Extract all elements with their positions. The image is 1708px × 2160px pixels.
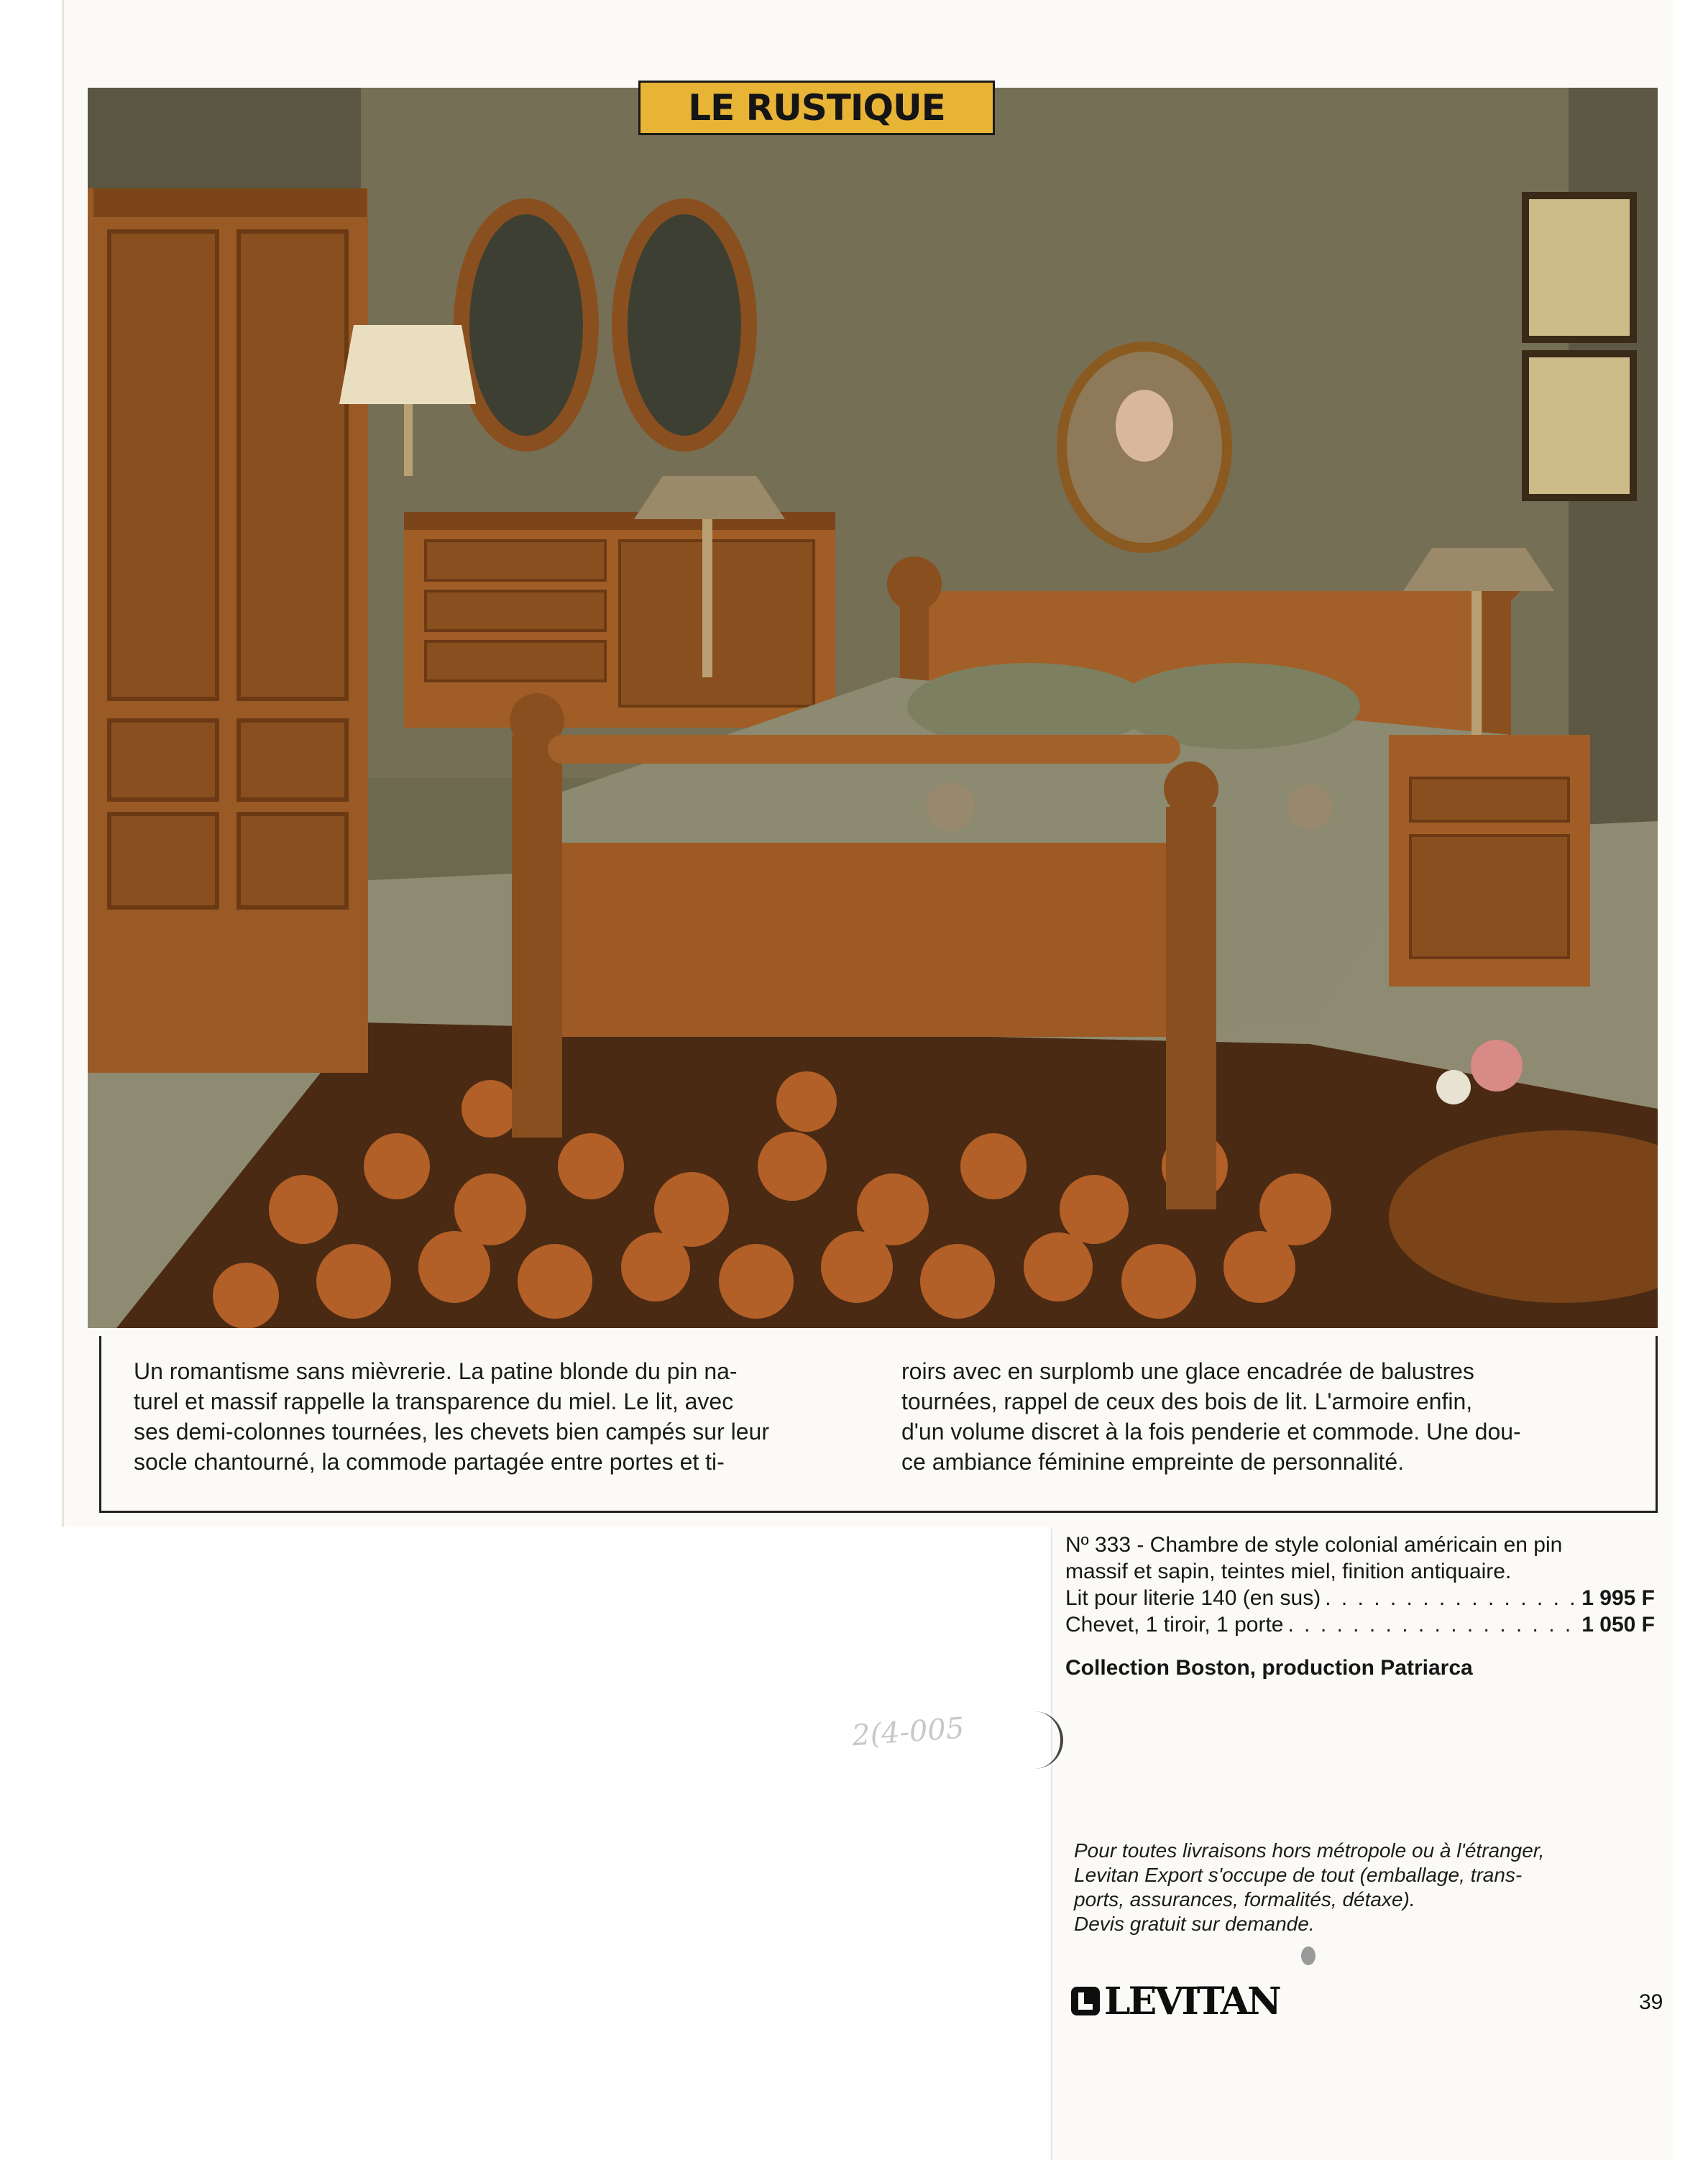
description-line: Un romantisme sans mièvrerie. La patine blonde du pin na- bbox=[134, 1358, 738, 1384]
dot-leader bbox=[1288, 1611, 1578, 1638]
price-row bbox=[1065, 1585, 1655, 1611]
item-label: Chevet, 1 tiroir, 1 porte bbox=[1065, 1613, 1284, 1637]
product-subtitle: massif et sapin, teintes miel, finition antiquaire. bbox=[1065, 1560, 1512, 1583]
collection-name: Collection Boston, production Patriarca bbox=[1065, 1656, 1473, 1680]
levitan-logo-icon bbox=[1071, 1987, 1100, 2015]
export-line: ports, assurances, formalités, détaxe). bbox=[1074, 1888, 1415, 1910]
description-box bbox=[99, 1336, 1658, 1513]
handwritten-note: 2(4-005 bbox=[850, 1711, 965, 1753]
price-row bbox=[1065, 1611, 1655, 1638]
product-details bbox=[1065, 1532, 1662, 1638]
description-line: ce ambiance féminine empreinte de personnalité. bbox=[901, 1449, 1405, 1475]
brand-name: LEVITAN bbox=[1104, 1979, 1280, 2023]
export-notice bbox=[1074, 1839, 1671, 1936]
brand-logo bbox=[1071, 1981, 1280, 2021]
item-label: Lit pour literie 140 (en sus) bbox=[1065, 1586, 1321, 1610]
description-right-column bbox=[901, 1356, 1638, 1477]
item-price: 1 050 F bbox=[1581, 1613, 1655, 1637]
bedroom-illustration bbox=[88, 88, 1658, 1328]
export-line: Pour toutes livraisons hors métropole ou à l'étranger, bbox=[1074, 1839, 1545, 1862]
dot-leader bbox=[1325, 1585, 1577, 1611]
product-title: Nº 333 - Chambre de style colonial américain en pin bbox=[1065, 1533, 1563, 1557]
blank-sticker bbox=[0, 1527, 1051, 2160]
description-line: turel et massif rappelle la transparence du miel. Le lit, avec bbox=[134, 1388, 734, 1414]
description-line: d'un volume discret à la fois penderie et commode. Une dou- bbox=[901, 1419, 1521, 1445]
export-line: Levitan Export s'occupe de tout (emballage, trans- bbox=[1074, 1864, 1523, 1886]
description-line: socle chantourné, la commode partagée entre portes et ti- bbox=[134, 1449, 725, 1475]
page-number: 39 bbox=[1639, 1990, 1663, 2014]
description-line: tournées, rappel de ceux des bois de lit. L'armoire enfin, bbox=[901, 1388, 1473, 1414]
description-line: roirs avec en surplomb une glace encadrée de balustres bbox=[901, 1358, 1474, 1384]
export-line: Devis gratuit sur demande. bbox=[1074, 1913, 1315, 1935]
bedroom-photo bbox=[88, 88, 1658, 1328]
ink-dot bbox=[1301, 1946, 1316, 1965]
page-title: LE RUSTIQUE bbox=[638, 81, 995, 135]
description-line: ses demi-colonnes tournées, les chevets bien campés sur leur bbox=[134, 1419, 769, 1445]
item-price: 1 995 F bbox=[1581, 1586, 1655, 1610]
description-left-column bbox=[134, 1356, 871, 1477]
